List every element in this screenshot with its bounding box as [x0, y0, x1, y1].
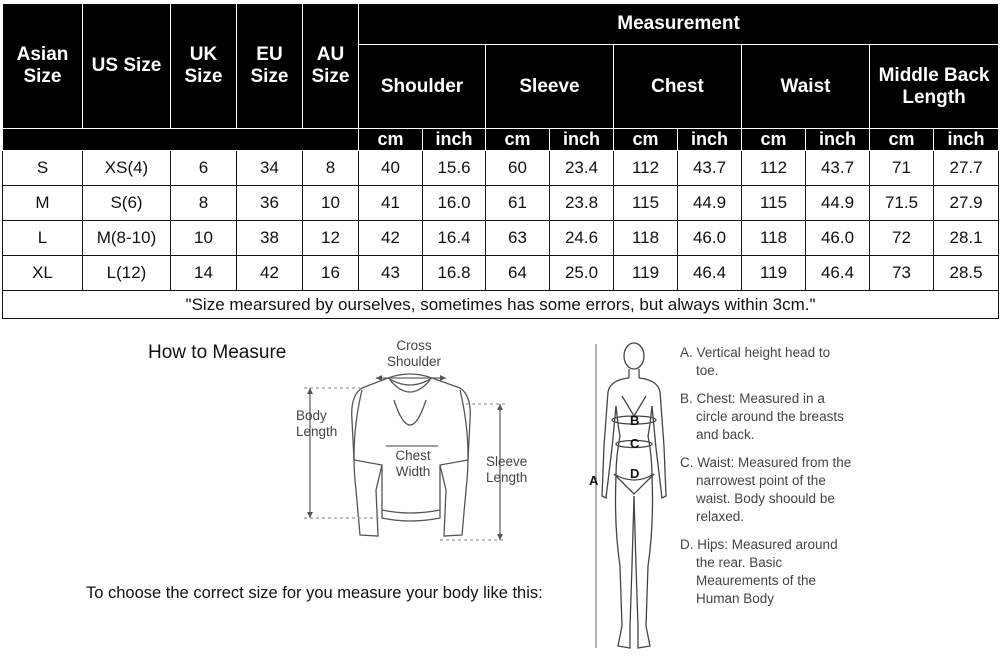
- unit-cm: cm: [870, 129, 934, 151]
- header-shoulder: Shoulder: [359, 45, 486, 129]
- table-cell: 25.0: [550, 256, 614, 291]
- instruction-c: C. Waist: Measured from the narrowest point of the waist. Body shoould be relaxed.: [680, 455, 852, 524]
- unit-inch: inch: [678, 129, 742, 151]
- table-cell: 42: [237, 256, 303, 291]
- header-asian-size: Asian Size: [3, 4, 83, 129]
- table-cell: 8: [303, 151, 359, 186]
- table-cell: 44.9: [678, 186, 742, 221]
- table-cell: 27.7: [934, 151, 999, 186]
- instruction-a: A. Vertical height head to toe.: [680, 345, 831, 378]
- table-cell: 16.8: [423, 256, 486, 291]
- size-cell: S: [3, 151, 83, 186]
- table-cell: XS(4): [83, 151, 171, 186]
- table-cell: 36: [237, 186, 303, 221]
- unit-cm: cm: [742, 129, 806, 151]
- table-cell: 43.7: [806, 151, 870, 186]
- table-row: [3, 186, 999, 221]
- size-cell: M: [3, 186, 83, 221]
- table-cell: 112: [614, 151, 678, 186]
- table-cell: 112: [742, 151, 806, 186]
- header-us-size: US Size: [83, 4, 171, 129]
- table-cell: 23.4: [550, 151, 614, 186]
- table-cell: 34: [237, 151, 303, 186]
- table-cell: 14: [171, 256, 237, 291]
- table-cell: 10: [171, 221, 237, 256]
- header-measurement: Measurement: [359, 4, 999, 45]
- instruction-d: D. Hips: Measured around the rear. Basic Meaurements of the Human Body: [680, 537, 838, 606]
- size-cell: XL: [3, 256, 83, 291]
- table-cell: 119: [614, 256, 678, 291]
- size-chart-table: [2, 3, 999, 319]
- header-eu-size: EU Size: [237, 4, 303, 129]
- size-cell: L: [3, 221, 83, 256]
- table-cell: 28.5: [934, 256, 999, 291]
- table-cell: 16.4: [423, 221, 486, 256]
- table-cell: 43.7: [678, 151, 742, 186]
- table-cell: 41: [359, 186, 423, 221]
- table-cell: 73: [870, 256, 934, 291]
- table-cell: 44.9: [806, 186, 870, 221]
- cross-shoulder-label: Cross Shoulder: [386, 338, 442, 369]
- header-spacer: [3, 129, 359, 151]
- table-cell: 38: [237, 221, 303, 256]
- table-cell: 23.8: [550, 186, 614, 221]
- header-au-size: AU Size: [303, 4, 359, 129]
- table-cell: 63: [486, 221, 550, 256]
- body-letter-c: C: [630, 436, 640, 451]
- table-cell: 118: [614, 221, 678, 256]
- table-cell: 6: [171, 151, 237, 186]
- table-cell: 43: [359, 256, 423, 291]
- instruction-b: B. Chest: Measured in a circle around the breasts and back.: [680, 391, 844, 442]
- table-cell: 27.9: [934, 186, 999, 221]
- table-row: [3, 151, 999, 186]
- header-chest: Chest: [614, 45, 742, 129]
- table-cell: 115: [742, 186, 806, 221]
- table-cell: 119: [742, 256, 806, 291]
- table-cell: 64: [486, 256, 550, 291]
- body-figure-icon: [594, 336, 674, 658]
- table-cell: 42: [359, 221, 423, 256]
- header-waist: Waist: [742, 45, 870, 129]
- unit-cm: cm: [614, 129, 678, 151]
- how-to-measure-title: How to Measure: [148, 342, 287, 363]
- header-middle-back-length: Middle Back Length: [870, 45, 999, 129]
- table-cell: 8: [171, 186, 237, 221]
- table-cell: 71: [870, 151, 934, 186]
- table-cell: 28.1: [934, 221, 999, 256]
- table-cell: 72: [870, 221, 934, 256]
- table-cell: 60: [486, 151, 550, 186]
- table-cell: 15.6: [423, 151, 486, 186]
- body-letter-d: D: [630, 466, 640, 481]
- body-letter-b: B: [630, 413, 640, 428]
- table-cell: 46.4: [806, 256, 870, 291]
- table-cell: 46.0: [678, 221, 742, 256]
- body-length-label: Body Length: [296, 408, 338, 439]
- chest-width-label: Chest Width: [395, 448, 431, 479]
- sleeve-length-label: Sleeve Length: [486, 454, 528, 485]
- measurement-instructions: [680, 344, 855, 618]
- table-cell: 16: [303, 256, 359, 291]
- unit-inch: inch: [934, 129, 999, 151]
- table-cell: 40: [359, 151, 423, 186]
- table-cell: 24.6: [550, 221, 614, 256]
- table-cell: M(8-10): [83, 221, 171, 256]
- table-cell: 115: [614, 186, 678, 221]
- header-sleeve: Sleeve: [486, 45, 614, 129]
- header-uk-size: UK Size: [171, 4, 237, 129]
- table-note: "Size mearsured by ourselves, sometimes has some errors, but always within 3cm.": [3, 291, 999, 319]
- choose-size-text: To choose the correct size for you measure your body like this:: [86, 584, 543, 602]
- unit-inch: inch: [550, 129, 614, 151]
- table-cell: 71.5: [870, 186, 934, 221]
- table-cell: 12: [303, 221, 359, 256]
- body-letter-a: A: [589, 473, 599, 488]
- table-cell: S(6): [83, 186, 171, 221]
- unit-inch: inch: [806, 129, 870, 151]
- table-cell: 118: [742, 221, 806, 256]
- table-cell: 46.0: [806, 221, 870, 256]
- table-cell: 61: [486, 186, 550, 221]
- table-cell: 10: [303, 186, 359, 221]
- unit-inch: inch: [423, 129, 486, 151]
- table-cell: 46.4: [678, 256, 742, 291]
- table-cell: 16.0: [423, 186, 486, 221]
- unit-cm: cm: [359, 129, 423, 151]
- table-cell: L(12): [83, 256, 171, 291]
- table-row: [3, 256, 999, 291]
- table-row: [3, 221, 999, 256]
- unit-cm: cm: [486, 129, 550, 151]
